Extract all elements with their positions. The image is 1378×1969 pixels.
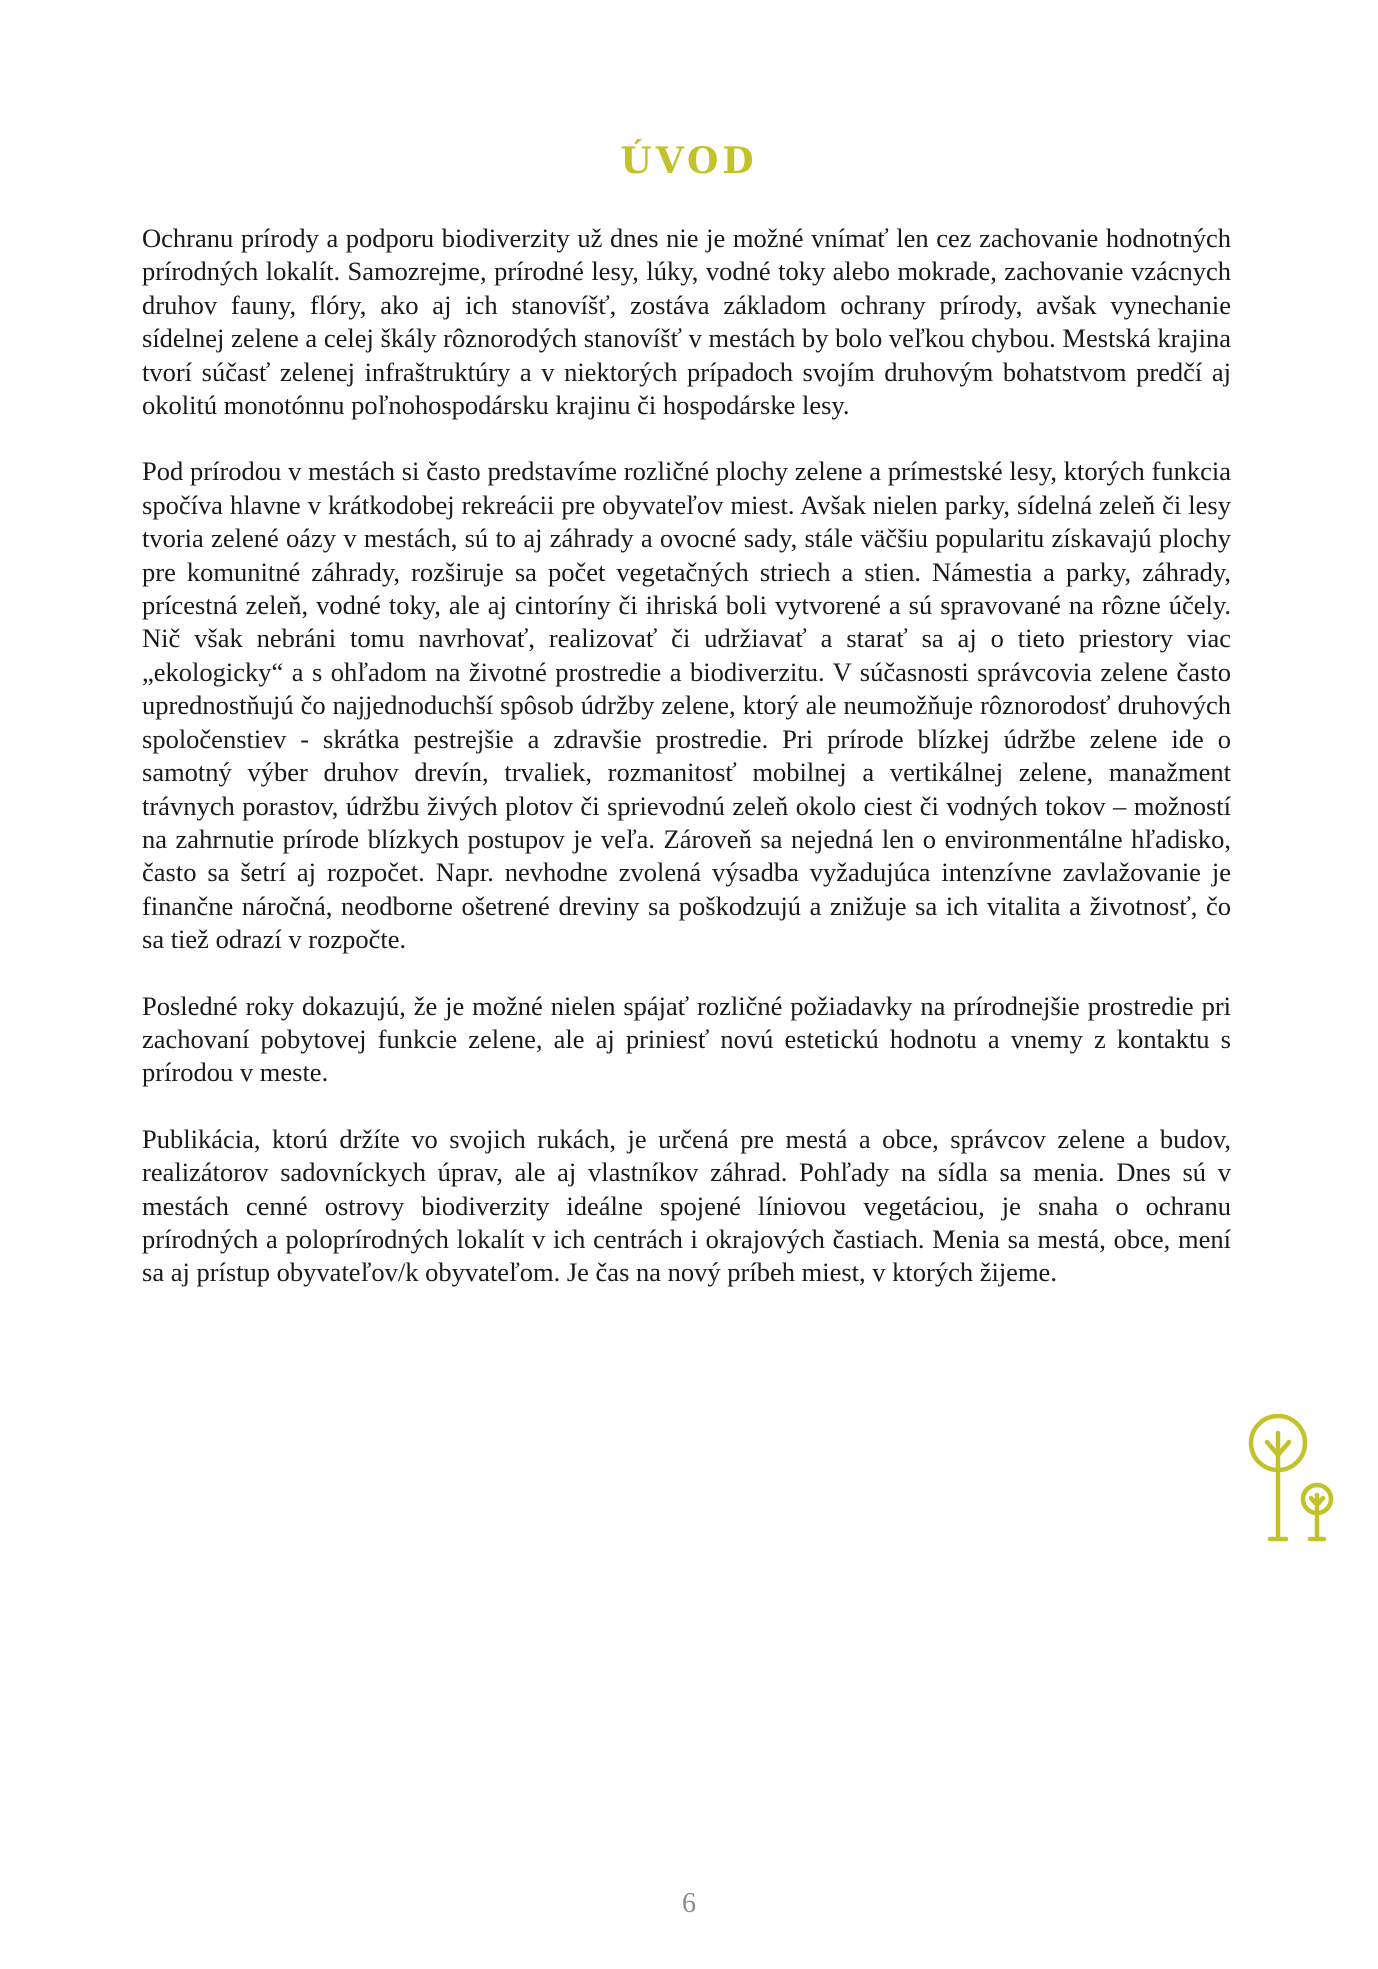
page-number: 6	[682, 1888, 696, 1919]
body-text	[142, 222, 1231, 1323]
page-title: ÚVOD	[620, 140, 758, 182]
paragraph: Publikácia, ktorú držíte vo svojich rukách, je určená pre mestá a obce, správcov zelene a budov, realizátorov sadovníckych úprav, ale aj vlastníkov záhrad. Pohľady na sídla sa menia. Dnes sú v mestách cenné ostrovy biodiverzity ideálne spojené líniovou vegetáciou, je snaha o ochranu prírodných a poloprírodných lokalít v ich centrách i okrajových častiach. Menia sa mestá, obce, mení sa aj prístup obyvateľov/k obyvateľom. Je čas na nový príbeh miest, v ktorých žijeme.	[142, 1123, 1231, 1288]
paragraph: Ochranu prírody a podporu biodiverzity už dnes nie je možné vnímať len cez zachovanie hodnotných prírodných lokalít. Samozrejme, prírodné lesy, lúky, vodné toky alebo mokrade, zachovanie vzácnych druhov fauny, flóry, ako aj ich stanovíšť, zostáva základom ochrany prírody, avšak vynechanie sídelnej zelene a celej škály rôznorodých stanovíšť v mestách by bolo veľkou chybou. Mestská krajina tvorí súčasť zelenej infraštruktúry a v niektorých prípadoch svojím druhovým bohatstvom predčí aj okolitú monotónnu poľnohospodársku krajinu či hospodárske lesy.	[142, 223, 1231, 421]
paragraph: Pod prírodou v mestách si často predstavíme rozličné plochy zelene a prímestské lesy, ktorých funkcia spočíva hlavne v krátkodobej rekreácii pre obyvateľov miest. Avšak nielen parky, sídelná zeleň či lesy tvoria zelené oázy v mestách, sú to aj záhrady a ovocné sady, stále väčšiu popularitu získavajú plochy pre komunitné záhrady, rozširuje sa počet vegetačných striech a stien. Námestia a parky, záhrady, prícestná zeleň, vodné toky, ale aj cintoríny či ihriská boli vytvorené a sú spravované na rôzne účely. Nič však nebráni tomu navrhovať, realizovať či udržiavať a starať sa aj o tieto priestory viac „ekologicky“ a s ohľadom na životné prostredie a biodiverzitu. V súčasnosti správcovia zelene často uprednostňujú čo najjednoduchší spôsob údržby zelene, ktorý ale neumožňuje rôznorodosť druhových spoločenstiev - skrátka pestrejšie a zdravšie prostredie. Pri prírode blízkej údržbe zelene ide o samotný výber druhov drevín, trvaliek, rozmanitosť mobilnej a vertikálnej zelene, manažment trávnych porastov, údržbu živých plotov či sprievodnú zeleň okolo ciest či vodných tokov – možností na zahrnutie prírode blízkych postupov je veľa. Zároveň sa nejedná len o environmentálne hľadisko, často sa šetrí aj rozpočet. Napr. nevhodne zvolená výsadba vyžadujúca intenzívne zavlažovanie je finančne náročná, neodborne ošetrené dreviny sa poškodzujú a znižuje sa ich vitalita a životnosť, čo sa tiež odrazí v rozpočte.	[142, 456, 1231, 955]
paragraph: Posledné roky dokazujú, že je možné nielen spájať rozličné požiadavky na prírodnejšie prostredie pri zachovaní pobytovej funkcie zelene, ale aj priniesť novú estetickú hodnotu a vnemy z kontaktu s prírodou v meste.	[142, 990, 1231, 1088]
tree-icon	[1248, 1413, 1340, 1543]
